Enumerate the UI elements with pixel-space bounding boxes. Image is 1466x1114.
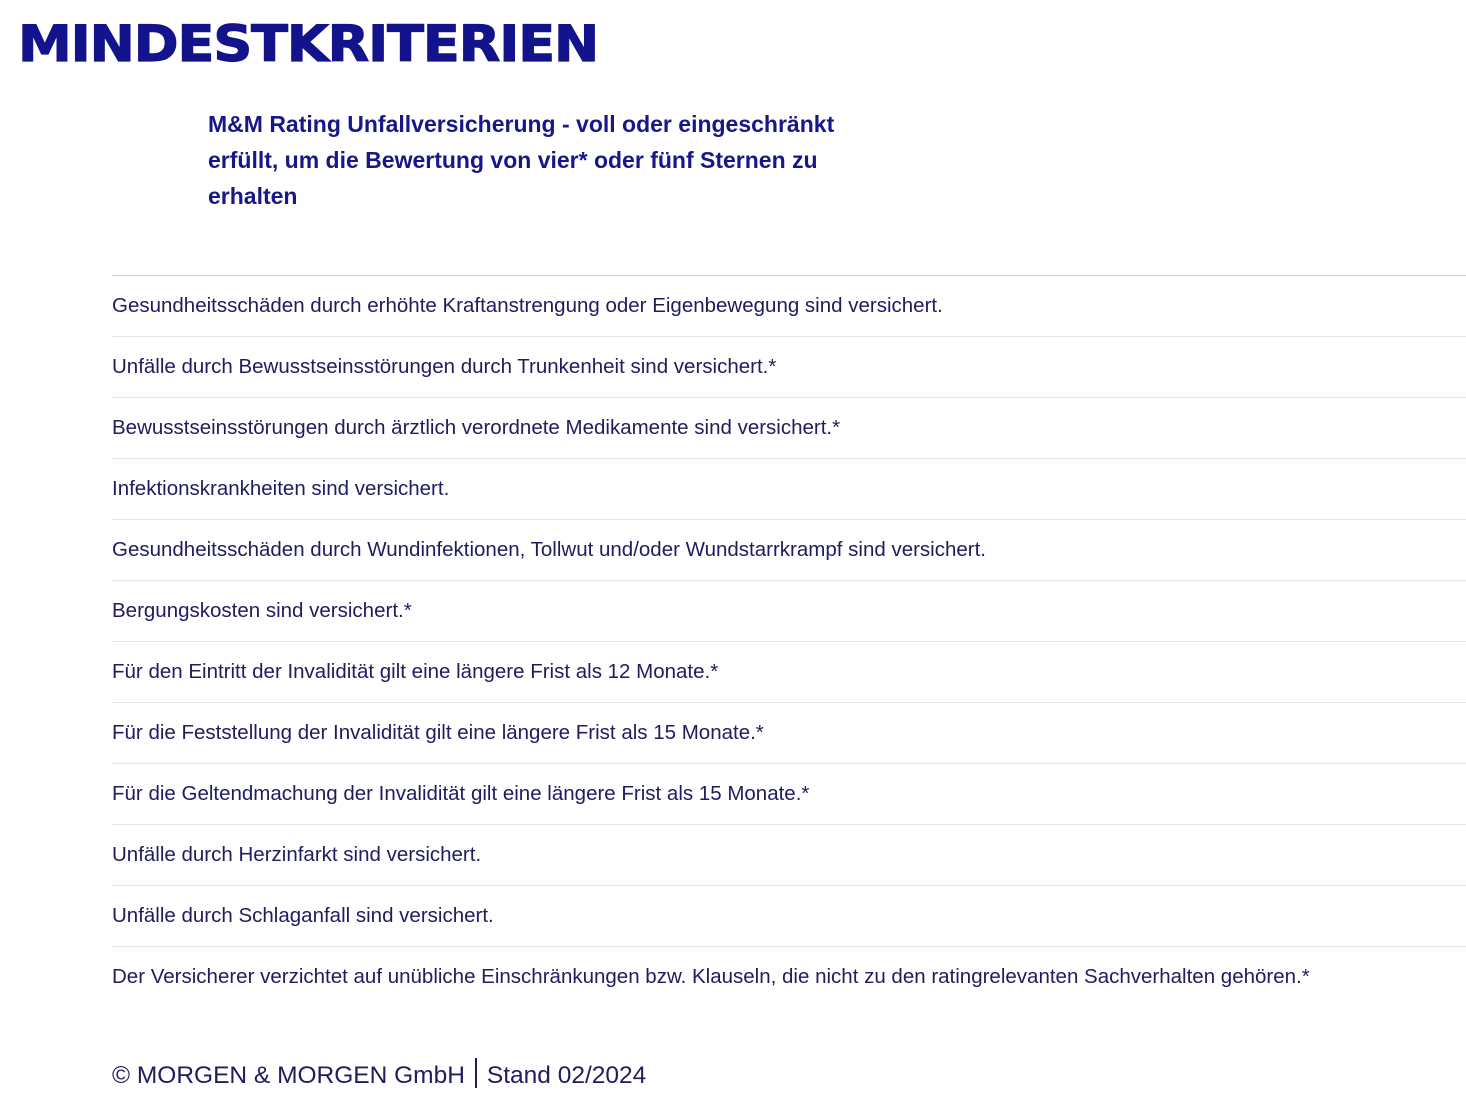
criteria-item: Unfälle durch Schlaganfall sind versichert. [112,886,1466,947]
criteria-item: Gesundheitsschäden durch Wundinfektionen, Tollwut und/oder Wundstarrkrampf sind versichert. [112,520,1466,581]
criteria-list [112,275,1466,1007]
criteria-item: Für die Geltendmachung der Invalidität gilt eine längere Frist als 15 Monate.* [112,764,1466,825]
page-title: MINDESTKRITERIEN [18,15,599,73]
criteria-item: Bewusstseinsstörungen durch ärztlich verordnete Medikamente sind versichert.* [112,398,1466,459]
footer [112,1058,646,1094]
stand-date: Stand 02/2024 [486,1062,647,1089]
criteria-item: Für den Eintritt der Invalidität gilt eine längere Frist als 12 Monate.* [112,642,1466,703]
criteria-item: Unfälle durch Bewusstseinsstörungen durch Trunkenheit sind versichert.* [112,337,1466,398]
criteria-item: Gesundheitsschäden durch erhöhte Kraftanstrengung oder Eigenbewegung sind versichert. [112,276,1466,337]
criteria-item: Bergungskosten sind versichert.* [112,581,1466,642]
copyright-text: © MORGEN & MORGEN GmbH [112,1062,465,1089]
criteria-item: Der Versicherer verzichtet auf unübliche Einschränkungen bzw. Klauseln, die nicht zu den ratingrelevanten Sachverhalten gehören.* [112,965,1310,988]
criteria-item: Unfälle durch Herzinfarkt sind versichert. [112,825,1466,886]
criteria-item: Für die Feststellung der Invalidität gilt eine längere Frist als 15 Monate.* [112,703,1466,764]
page-subtitle: M&M Rating Unfallversicherung - voll oder eingeschränkt erfüllt, um die Bewertung von vier* oder fünf Sternen zu erhalten [208,111,835,209]
footer-separator [475,1058,477,1088]
criteria-item: Infektionskrankheiten sind versichert. [112,459,1466,520]
